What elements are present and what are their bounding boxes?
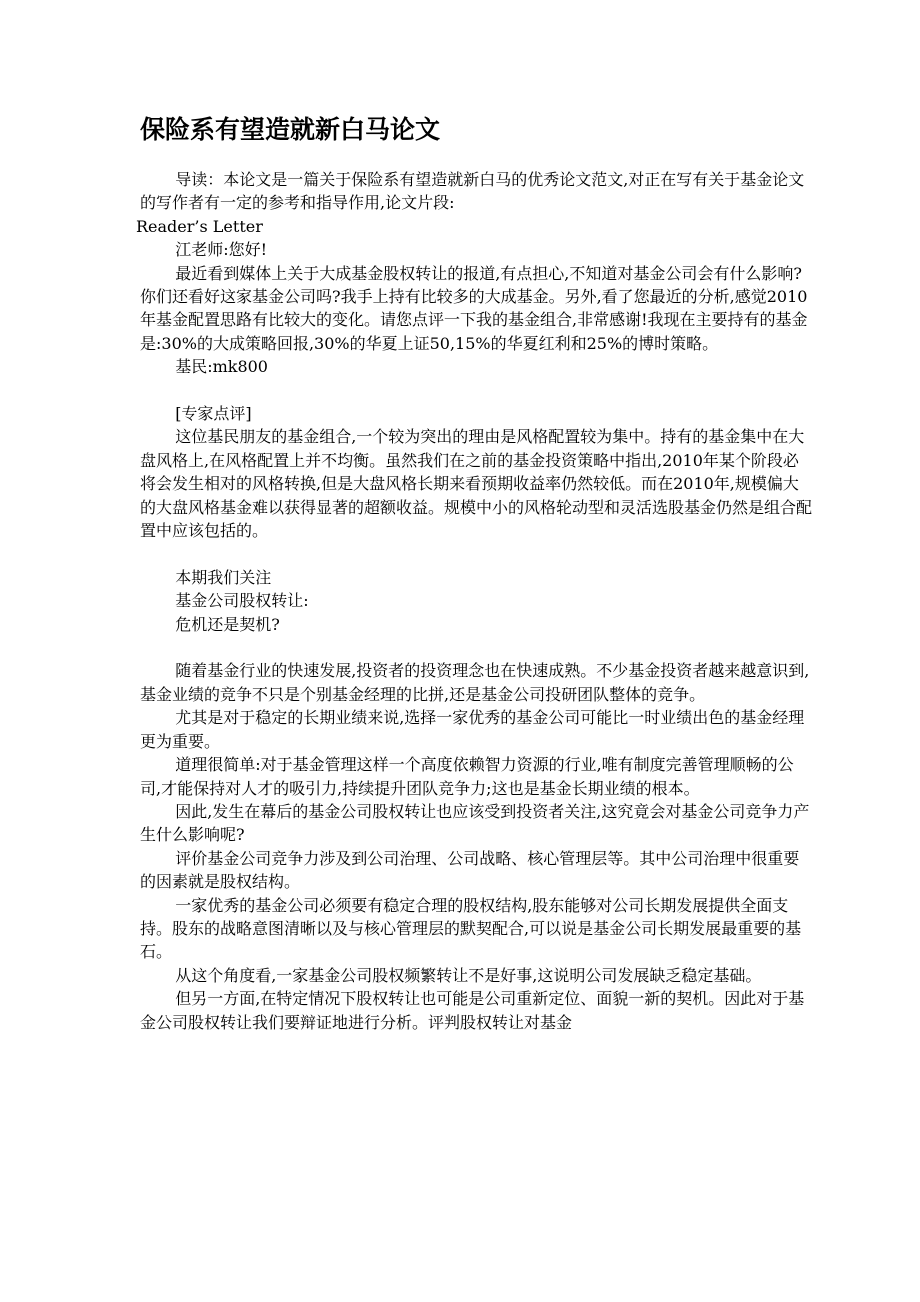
body-paragraph: 因此,发生在幕后的基金公司股权转让也应该受到投资者关注,这究竟会对基金公司竞争力产生什么影响呢? <box>140 801 810 845</box>
spacer <box>140 636 812 659</box>
expert-heading: [专家点评] <box>175 404 252 424</box>
body-paragraph: 尤其是对于稳定的长期业绩来说,选择一家优秀的基金公司可能比一时业绩出色的基金经理更为重要。 <box>140 708 805 751</box>
letter-signature: 基民:mk800 <box>175 357 268 377</box>
body-paragraph: 但另一方面,在特定情况下股权转让也可能是公司重新定位、面貌一新的契机。因此对于基金公司股权转让我们要辩证地进行分析。评判股权转让对基金 <box>140 989 805 1032</box>
intro-paragraph: 导读：本论文是一篇关于保险系有望造就新白马的优秀论文范文,对正在写有关于基金论文的写作者有一定的参考和指导作用,论文片段: <box>140 170 805 213</box>
spacer <box>140 379 812 402</box>
spacer <box>140 542 812 565</box>
body-paragraph: 从这个角度看,一家基金公司股权频繁转让不是好事,这说明公司发展缺乏稳定基础。 <box>175 965 762 985</box>
body-paragraph: 道理很简单:对于基金管理这样一个高度依赖智力资源的行业,唯有制度完善管理顺畅的公司,才能保持对人才的吸引力,持续提升团队竞争力;这也是基金长期业绩的根本。 <box>140 755 794 798</box>
focus-label: 本期我们关注 <box>175 567 272 587</box>
document-title: 保险系有望造就新白马论文 <box>140 115 441 144</box>
body-paragraph: 评价基金公司竞争力涉及到公司治理、公司战略、核心管理层等。其中公司治理中很重要的因素就是股权结构。 <box>140 848 800 892</box>
body-paragraph: 随着基金行业的快速发展,投资者的投资理念也在快速成熟。不少基金投资者越来越意识到,基金业绩的竞争不只是个别基金经理的比拼,还是基金公司投研团队整体的竞争。 <box>140 661 810 704</box>
body-paragraph: 一家优秀的基金公司必须要有稳定合理的股权结构,股东能够对公司长期发展提供全面支持。股东的战略意图清晰以及与核心管理层的默契配合,可以说是基金公司长期发展最重要的基石。 <box>140 895 802 962</box>
letter-heading: Reader’s Letter <box>136 216 263 236</box>
focus-title-line-2: 危机还是契机? <box>175 614 280 634</box>
expert-comment: 这位基民朋友的基金组合,一个较为突出的理由是风格配置较为集中。持有的基金集中在大盘风格上,在风格配置上并不均衡。虽然我们在之前的基金投资策略中指出,2010年某个阶段必将会发生相对的风格转换,但是大盘风格长期来看预期收益率仍然较低。而在2010年,规模偏大的大盘风格基金难以获得显著的超额收益。规模中小的风格轮动型和灵活选股基金仍然是组合配置中应该包括的。 <box>140 427 813 541</box>
letter-greeting: 江老师:您好! <box>175 240 268 260</box>
letter-body: 最近看到媒体上关于大成基金股权转让的报道,有点担心,不知道对基金公司会有什么影响?你们还看好这家基金公司吗?我手上持有比较多的大成基金。另外,看了您最近的分析,感觉2010年基金配置思路有比较大的变化。请您点评一下我的基金组合,非常感谢!我现在主要持有的基金是:30%的大成策略回报,30%的华夏上证50,15%的华夏红利和25%的博时策略。 <box>140 263 808 353</box>
document-body <box>136 168 813 1034</box>
focus-title-line-1: 基金公司股权转让: <box>175 591 309 611</box>
